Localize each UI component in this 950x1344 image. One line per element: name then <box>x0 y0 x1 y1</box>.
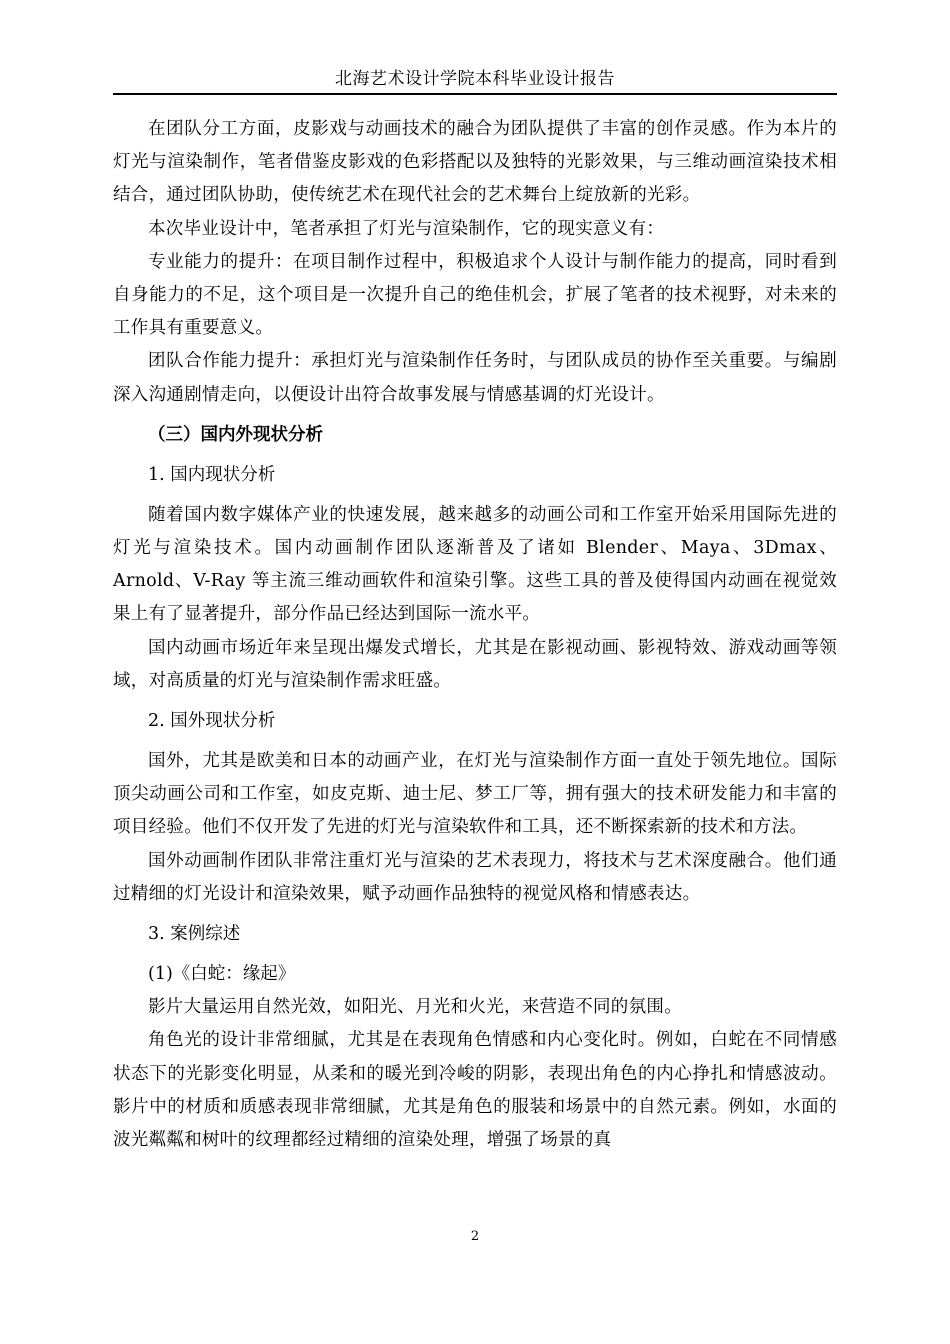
paragraph: 随着国内数字媒体产业的快速发展，越来越多的动画公司和工作室开始采用国际先进的灯光与渲染技术。国内动画制作团队逐渐普及了诸如 Blender、Maya、3Dmax、Arnold、V-Ray 等主流三维动画软件和渲染引擎。这些工具的普及使得国内动画在视觉效果上有了显著提升，部分作品已经达到国际一流水平。 <box>113 504 837 625</box>
paragraph: 影片大量运用自然光效，如阳光、月光和火光，来营造不同的氛围。 <box>148 997 682 1018</box>
paragraph: 专业能力的提升：在项目制作过程中，积极追求个人设计与制作能力的提高，同时看到自身能力的不足，这个项目是一次提升自己的绝佳机会，扩展了笔者的技术视野，对未来的工作具有重要意义。 <box>113 251 837 339</box>
paragraph: 国外，尤其是欧美和日本的动画产业，在灯光与渲染制作方面一直处于领先地位。国际顶尖动画公司和工作室，如皮克斯、迪士尼、梦工厂等，拥有强大的技术研发能力和丰富的项目经验。他们不仅开发了先进的灯光与渲染软件和工具，还不断探索新的技术和方法。 <box>113 751 837 838</box>
subsection-heading: 2. 国外现状分析 <box>148 711 276 732</box>
page-number: 2 <box>470 1229 480 1244</box>
subsection-heading: 3. 案例综述 <box>148 924 241 945</box>
paragraph: 角色光的设计非常细腻，尤其是在表现角色情感和内心变化时。例如，白蛇在不同情感状态下的光影变化明显，从柔和的暖光到冷峻的阴影，表现出角色的内心挣扎和情感波动。影片中的材质和质感表现非常细腻，尤其是角色的服装和场景中的自然元素。例如，水面的波光粼粼和树叶的纹理都经过精细的渲染处理，增强了场景的真 <box>113 1030 837 1151</box>
case-title: (1)《白蛇：缘起》 <box>148 964 296 985</box>
header-title: 北海艺术设计学院本科毕业设计报告 <box>335 69 615 89</box>
subsection-heading: 1. 国内现状分析 <box>148 464 276 485</box>
section-heading: （三）国内外现状分析 <box>148 424 323 445</box>
paragraph: 本次毕业设计中，笔者承担了灯光与渲染制作，它的现实意义有： <box>148 218 665 239</box>
document-body <box>113 113 837 1157</box>
paragraph: 在团队分工方面，皮影戏与动画技术的融合为团队提供了丰富的创作灵感。作为本片的灯光与渲染制作，笔者借鉴皮影戏的色彩搭配以及独特的光影效果，与三维动画渲染技术相结合，通过团队协助，使传统艺术在现代社会的艺术舞台上绽放新的光彩。 <box>113 119 837 206</box>
paragraph: 国外动画制作团队非常注重灯光与渲染的艺术表现力，将技术与艺术深度融合。他们通过精细的灯光设计和渲染效果，赋予动画作品独特的视觉风格和情感表达。 <box>113 850 837 904</box>
paragraph: 团队合作能力提升：承担灯光与渲染制作任务时，与团队成员的协作至关重要。与编剧深入沟通剧情走向，以便设计出符合故事发展与情感基调的灯光设计。 <box>113 351 837 405</box>
header-divider <box>113 93 837 95</box>
paragraph: 国内动画市场近年来呈现出爆发式增长，尤其是在影视动画、影视特效、游戏动画等领域，对高质量的灯光与渲染制作需求旺盛。 <box>113 637 837 691</box>
